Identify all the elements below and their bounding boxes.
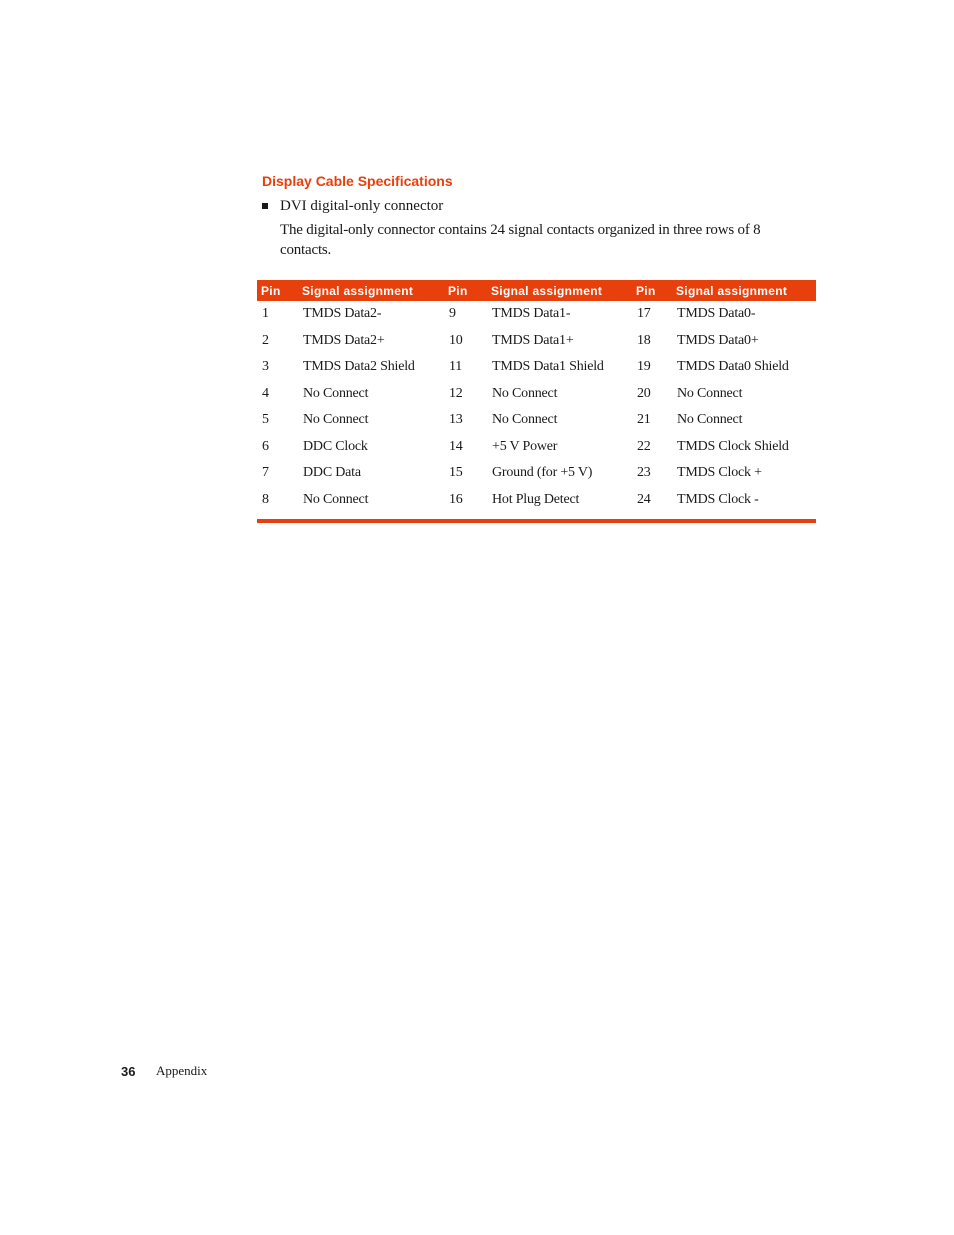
table-row [257, 487, 816, 522]
header-signal-assignment: Signal assignment [298, 280, 444, 301]
signal-name: TMDS Clock + [677, 465, 762, 481]
signal-name: DDC Data [303, 465, 361, 481]
bullet-item [262, 196, 443, 216]
pin-number: 16 [449, 491, 463, 507]
pin-number: 3 [262, 359, 269, 375]
pin-number: 23 [637, 465, 651, 481]
table-row [257, 407, 816, 434]
header-pin: Pin [257, 280, 298, 301]
signal-name: Ground (for +5 V) [492, 465, 593, 481]
page-number: 36 [121, 1064, 136, 1079]
pin-number: 17 [637, 306, 651, 322]
pin-number: 24 [637, 491, 651, 507]
signal-name: TMDS Clock - [677, 491, 759, 507]
signal-name: No Connect [303, 385, 369, 401]
signal-name: +5 V Power [492, 438, 558, 454]
signal-name: DDC Clock [303, 438, 368, 454]
pin-number: 1 [262, 306, 269, 322]
pin-assignment-table [257, 280, 816, 523]
table-row [257, 301, 816, 328]
table-row [257, 354, 816, 381]
signal-name: No Connect [303, 491, 369, 507]
header-pin: Pin [444, 280, 487, 301]
pin-number: 9 [449, 306, 456, 322]
pin-number: 21 [637, 412, 651, 428]
header-signal-assignment: Signal assignment [672, 280, 816, 301]
pin-number: 7 [262, 465, 269, 481]
signal-name: TMDS Data0 Shield [677, 359, 789, 375]
signal-name: Hot Plug Detect [492, 491, 580, 507]
pin-number: 11 [449, 359, 463, 375]
pin-number: 18 [637, 332, 651, 348]
signal-name: TMDS Data2 Shield [303, 359, 415, 375]
signal-name: No Connect [677, 385, 743, 401]
pin-number: 10 [449, 332, 463, 348]
table-header-row [257, 280, 816, 301]
section-heading: Display Cable Specifications [262, 173, 453, 189]
pin-number: 12 [449, 385, 463, 401]
signal-name: TMDS Data1+ [492, 332, 574, 348]
table-row [257, 434, 816, 461]
bullet-text: DVI digital-only connector [280, 198, 444, 214]
signal-name: TMDS Data0+ [677, 332, 759, 348]
pin-number: 20 [637, 385, 651, 401]
table-row [257, 328, 816, 355]
signal-name: No Connect [492, 412, 558, 428]
pin-number: 2 [262, 332, 269, 348]
pin-number: 13 [449, 412, 463, 428]
signal-name: TMDS Data1- [492, 306, 571, 322]
pin-number: 22 [637, 438, 651, 454]
signal-name: No Connect [492, 385, 558, 401]
pin-number: 4 [262, 385, 269, 401]
signal-name: No Connect [303, 412, 369, 428]
header-signal-assignment: Signal assignment [487, 280, 632, 301]
signal-name: TMDS Data2+ [303, 332, 385, 348]
signal-name: TMDS Data1 Shield [492, 359, 604, 375]
bullet-square-icon [262, 203, 268, 209]
signal-name: No Connect [677, 412, 743, 428]
pin-number: 15 [449, 465, 463, 481]
table-row [257, 460, 816, 487]
pin-number: 14 [449, 438, 463, 454]
pin-number: 19 [637, 359, 651, 375]
description-paragraph: The digital-only connector contains 24 signal contacts organized in three rows of 8 contacts. [280, 222, 761, 258]
signal-name: TMDS Data0- [677, 306, 756, 322]
footer-section-name: Appendix [156, 1063, 208, 1078]
signal-name: TMDS Data2- [303, 306, 382, 322]
table-row [257, 381, 816, 408]
signal-name: TMDS Clock Shield [677, 438, 789, 454]
pin-number: 6 [262, 438, 269, 454]
header-pin: Pin [632, 280, 672, 301]
pin-number: 5 [262, 412, 269, 428]
pin-number: 8 [262, 491, 269, 507]
